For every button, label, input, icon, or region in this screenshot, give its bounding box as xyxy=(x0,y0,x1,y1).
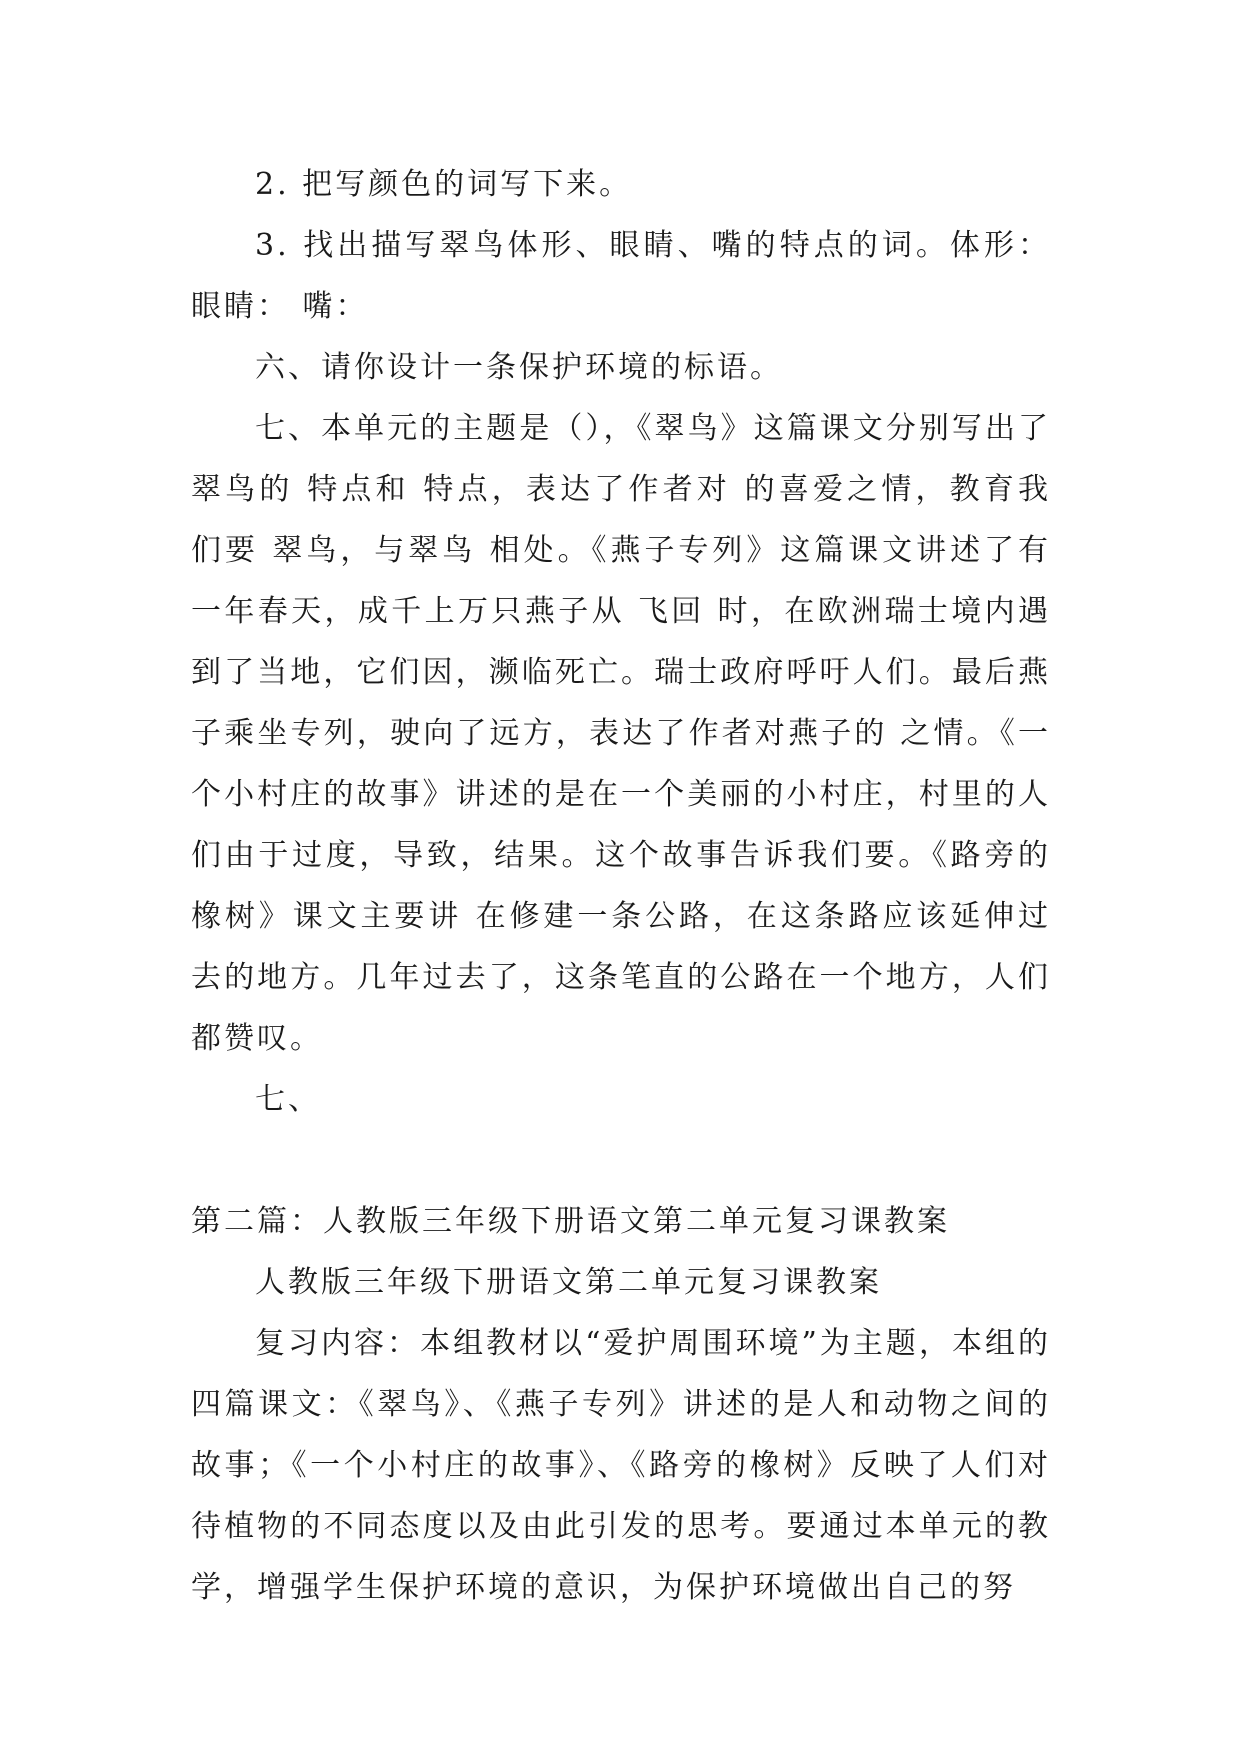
question-6-slogan: 六、请你设计一条保护环境的标语。 xyxy=(255,350,783,385)
question-7-continued: 七、 xyxy=(255,1082,321,1117)
part-two-title: 人教版三年级下册语文第二单元复习课教案 xyxy=(255,1265,882,1300)
part-two-heading: 第二篇：人教版三年级下册语文第二单元复习课教案 xyxy=(191,1204,950,1239)
question-3-features: 3. 找出描写翠鸟体形、眼睛、嘴的特点的词。体形：眼睛： 嘴： xyxy=(191,228,1051,324)
part-two-review-content: 复习内容：本组教材以“爱护周围环境”为主题，本组的四篇课文：《翠鸟》、《燕子专列》讲述的是人和动物之间的故事；《一个小村庄的故事》、《路旁的橡树》反映了人们对待植物的不同态度以及由此引发的思考。要通过本单元的教学，增强学生保护环境的意识，为保护环境做出自己的努 xyxy=(191,1326,1051,1605)
question-2-colors: 2. 把写颜色的词写下来。 xyxy=(255,167,633,202)
question-7-theme: 七、本单元的主题是（），《翠鸟》这篇课文分别写出了翠鸟的 特点和 特点，表达了作者对 的喜爱之情，教育我们要 翠鸟，与翠鸟 相处。《燕子专列》这篇课文讲述了有一年春天，成千上万只燕子从 飞回 时，在欧洲瑞士境内遇到了当地，它们因，濒临死亡。瑞士政府呼吁人们。最后燕子乘坐专列，驶向了远方，表达了作者对燕子的 之情。《一个小村庄的故事》讲述的是在一个美丽的小村庄，村里的人们由于过度，导致，结果。这个故事告诉我们要。《路旁的橡树》课文主要讲 在修建一条公路，在这条路应该延伸过去的地方。几年过去了，这条笔直的公路在一个地方，人们都赞叹。 xyxy=(191,411,1051,1056)
document-body xyxy=(191,154,1051,1618)
